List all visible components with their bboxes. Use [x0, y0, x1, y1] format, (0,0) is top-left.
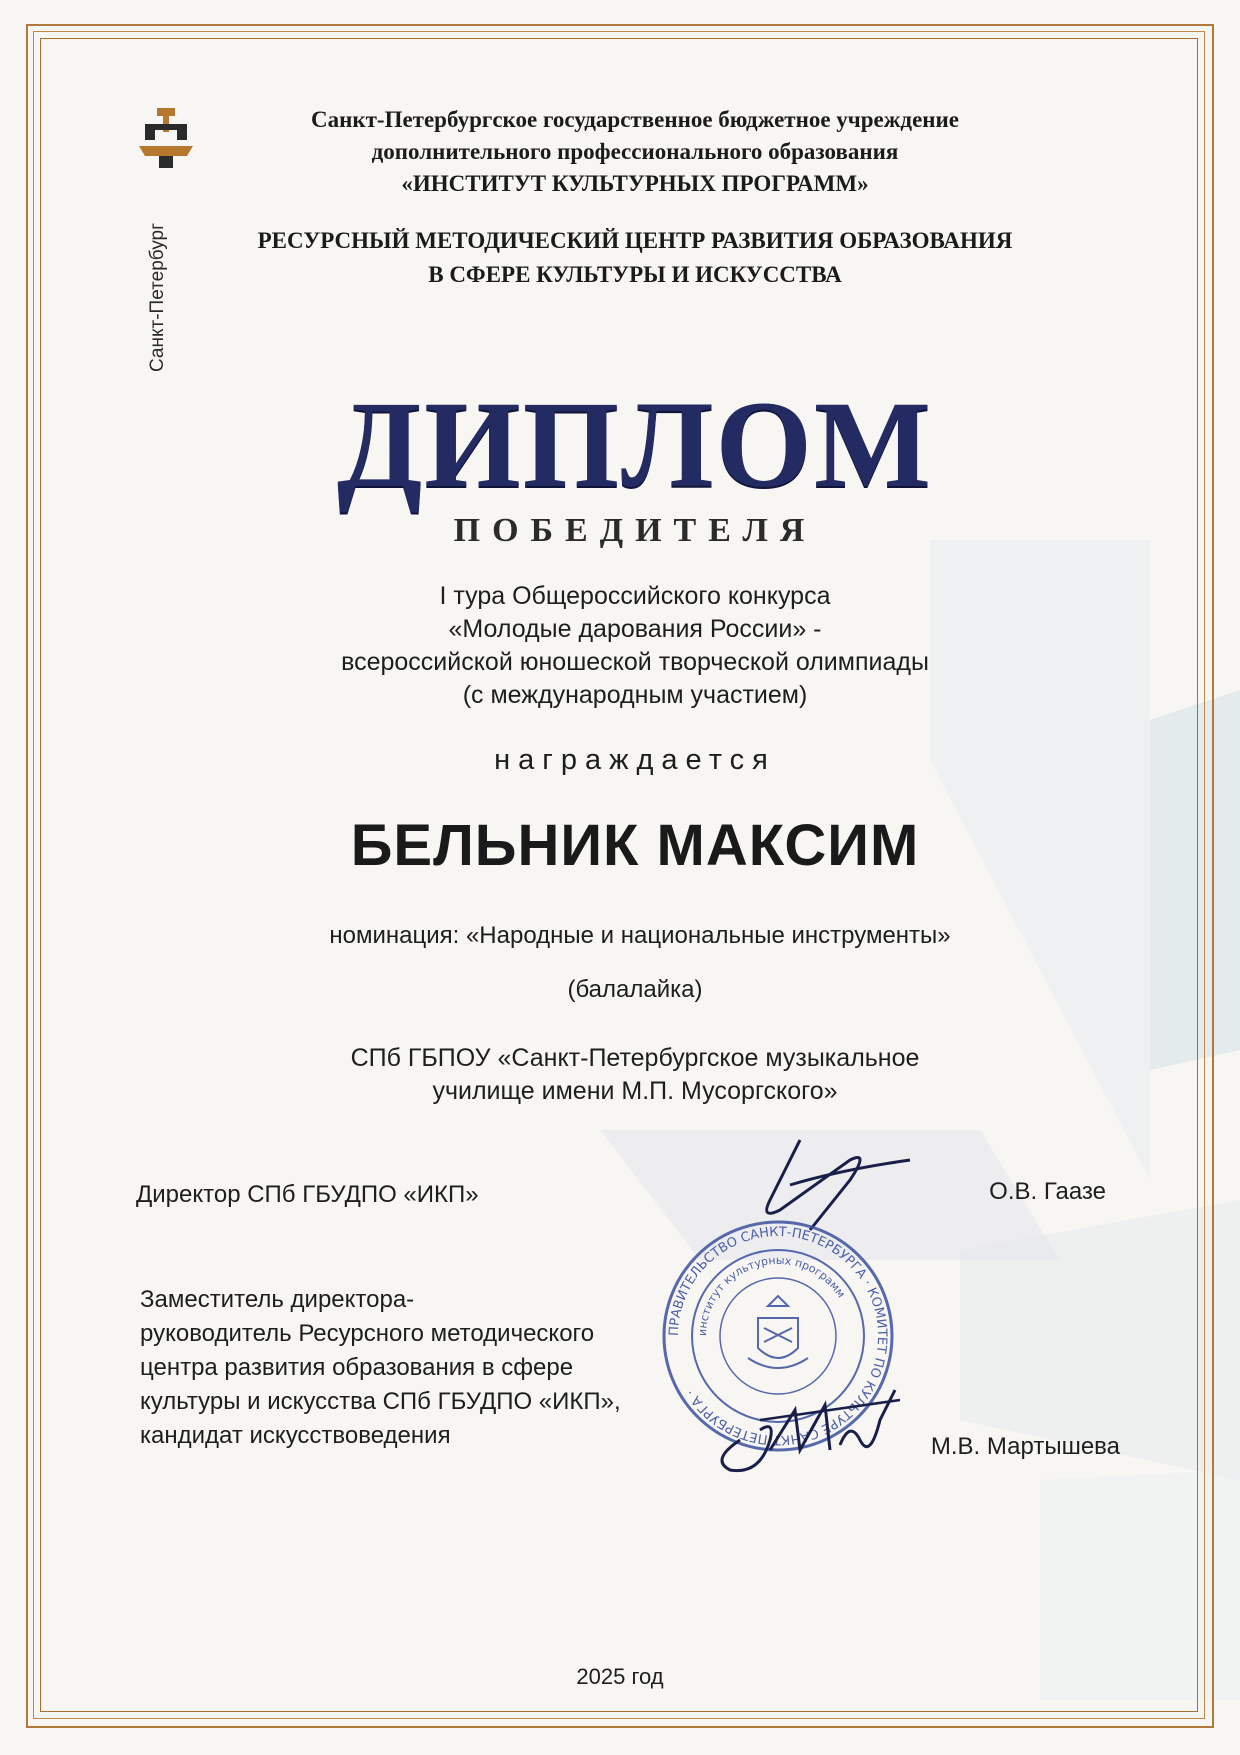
deputy-title-line: центра развития образования в сфере [140, 1354, 574, 1381]
contest-description [230, 580, 1040, 712]
director-name: О.В. Гаазе [989, 1178, 1106, 1205]
diploma-subtitle: ПОБЕДИТЕЛЯ [453, 512, 817, 549]
coat-of-arms-icon [748, 1296, 808, 1368]
deputy-signature [700, 1380, 930, 1480]
deputy-title [140, 1283, 621, 1453]
issuer-header [230, 104, 1040, 200]
logo-city-text: Санкт-Петербург [147, 222, 168, 372]
awarded-label: награждается [494, 744, 776, 776]
director-title: Директор СПб ГБУДПО «ИКП» [136, 1181, 479, 1208]
nomination: номинация: «Народные и национальные инструменты» [329, 922, 951, 949]
contest-line-4: (с международным участием) [462, 681, 808, 709]
center-line-1: РЕСУРСНЫЙ МЕТОДИЧЕСКИЙ ЦЕНТР РАЗВИТИЯ ОБРАЗОВАНИЯ [257, 228, 1013, 253]
school-line-2: училище имени М.П. Мусоргского» [432, 1077, 838, 1105]
deputy-title-line: Заместитель директора- [140, 1286, 415, 1313]
resource-center-header [230, 224, 1040, 292]
contest-line-3: всероссийской юношеской творческой олимпиады [341, 648, 929, 676]
contest-line-2: «Молодые дарования России» - [448, 615, 822, 643]
school-line-1: СПб ГБПОУ «Санкт-Петербургское музыкальное [350, 1044, 920, 1072]
year: 2025 год [576, 1664, 664, 1689]
deputy-name: М.В. Мартышева [930, 1433, 1120, 1460]
issuer-line-2: дополнительного профессионального образования [371, 139, 899, 164]
contest-line-1: I тура Общероссийского конкурса [439, 582, 831, 610]
deputy-title-line: культуры и искусства СПб ГБУДПО «ИКП», [140, 1388, 621, 1415]
stamp-outer-text: ПРАВИТЕЛЬСТВО САНКТ-ПЕТЕРБУРГА · КОМИТЕТ ПО КУЛЬТУРЕ САНКТ-ПЕТЕРБУРГА · [666, 1224, 890, 1448]
stamp-inner-text: институт культурных программ [695, 1253, 848, 1337]
issuer-line-3: «ИНСТИТУТ КУЛЬТУРНЫХ ПРОГРАММ» [401, 171, 869, 196]
deputy-title-line: руководитель Ресурсного методического [140, 1320, 595, 1347]
deputy-title-line: кандидат искусствоведения [140, 1422, 451, 1449]
svg-text:институт культурных программ [696, 1254, 848, 1336]
school [230, 1042, 1040, 1108]
st-petersburg-ship-logo-icon [135, 106, 197, 170]
recipient-name: БЕЛЬНИК МАКСИМ [350, 813, 920, 878]
issuer-line-1: Санкт-Петербургское государственное бюджетное учреждение [311, 107, 959, 132]
instrument: (балалайка) [567, 976, 703, 1003]
center-line-2: В СФЕРЕ КУЛЬТУРЫ И ИСКУССТВА [428, 262, 842, 287]
diploma-title: ДИПЛОМ [336, 376, 934, 513]
